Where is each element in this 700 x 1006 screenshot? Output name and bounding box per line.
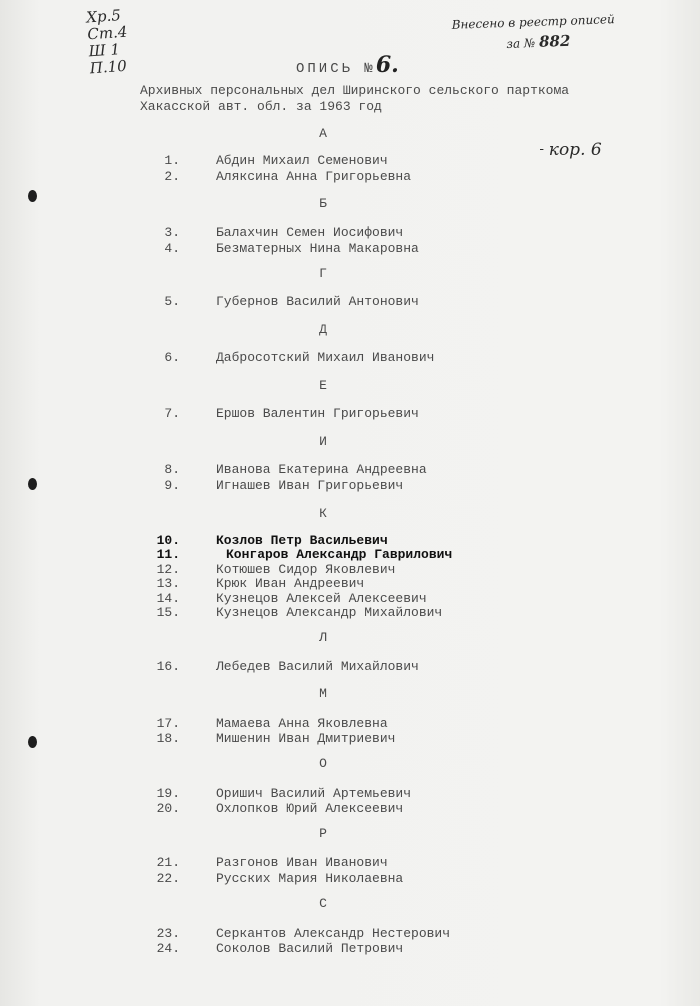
entry-number: 15. xyxy=(156,605,180,620)
entry-number: 19. xyxy=(156,786,180,801)
title-number: 6. xyxy=(375,52,399,78)
registry-line1: Внесено в реестр описей xyxy=(451,12,615,32)
entry-name: Абдин Михаил Семенович xyxy=(216,153,388,168)
entry-name: Кузнецов Александр Михайлович xyxy=(216,605,443,620)
entry-number: 22. xyxy=(156,871,180,886)
entry-number: 6. xyxy=(164,350,180,365)
entry-name: Дабросотский Михаил Иванович xyxy=(216,350,435,365)
entry-number: 1. xyxy=(164,153,180,168)
entry-number: 4. xyxy=(164,241,180,256)
entry-number: 16. xyxy=(156,659,180,674)
entry-number: 10. xyxy=(156,533,180,548)
entry-number: 12. xyxy=(156,562,180,577)
entry-name: Котюшев Сидор Яковлевич xyxy=(216,562,396,577)
entry-number: 13. xyxy=(156,576,180,591)
entry-number: 8. xyxy=(164,462,180,477)
entry-number: 21. xyxy=(156,855,180,870)
title-label: ОПИСЬ № xyxy=(296,61,376,77)
section-letter: Г xyxy=(319,266,327,281)
section-letter: Л xyxy=(319,630,327,645)
entry-name: Аляксина Анна Григорьевна xyxy=(216,169,412,184)
section-letter: К xyxy=(319,506,327,521)
entry-number: 5. xyxy=(164,294,180,309)
corner-note: Хр.5 xyxy=(85,6,122,27)
entry-number: 2. xyxy=(164,169,180,184)
registry-note xyxy=(451,9,615,56)
registry-line2: за № xyxy=(506,35,536,51)
section-letter: С xyxy=(319,896,327,911)
section-letter: Е xyxy=(319,378,327,393)
entry-name: Серкантов Александр Нестерович xyxy=(216,926,451,941)
section-letter: Б xyxy=(319,196,327,211)
entry-name: Оришич Василий Артемьевич xyxy=(216,786,412,801)
corner-note: Ст.4 xyxy=(86,22,128,44)
entry-name: Безматерных Нина Макаровна xyxy=(216,241,419,256)
entry-name: Русских Мария Николаевна xyxy=(216,871,404,886)
entry-number: 14. xyxy=(156,591,180,606)
entry-name: Козлов Петр Васильевич xyxy=(216,533,388,548)
entry-name: Ершов Валентин Григорьевич xyxy=(216,406,419,421)
entry-name: Кузнецов Алексей Алексеевич xyxy=(216,591,427,606)
document-subtitle xyxy=(140,83,569,115)
entry-number: 23. xyxy=(156,926,180,941)
entry-name: Балахчин Семен Иосифович xyxy=(216,225,404,240)
entry-number: 11. xyxy=(156,547,180,562)
entry-number: 24. xyxy=(156,941,180,956)
section-letter: О xyxy=(319,756,327,771)
entry-number: 18. xyxy=(156,731,180,746)
entry-name: Охлопков Юрий Алексеевич xyxy=(216,801,404,816)
entry-number: 17. xyxy=(156,716,180,731)
corner-note: П.10 xyxy=(89,56,128,78)
entry-number: 7. xyxy=(164,406,180,421)
section-letter: И xyxy=(319,434,327,449)
registry-number: 882 xyxy=(538,31,571,51)
entry-number: 9. xyxy=(164,478,180,493)
punch-hole xyxy=(28,190,37,202)
box-note xyxy=(540,140,602,160)
subtitle-line: Хакасской авт. обл. за 1963 год xyxy=(140,99,382,114)
page-title xyxy=(296,52,399,78)
punch-hole xyxy=(28,736,37,748)
entry-number: 20. xyxy=(156,801,180,816)
entry-number: 3. xyxy=(164,225,180,240)
entry-name: Лебедев Василий Михайлович xyxy=(216,659,419,674)
entry-name: Игнашев Иван Григорьевич xyxy=(216,478,404,493)
entry-name: Иванова Екатерина Андреевна xyxy=(216,462,427,477)
section-letter: А xyxy=(319,126,327,141)
corner-archive-notes xyxy=(86,7,131,78)
section-letter: Д xyxy=(319,322,327,337)
entry-name: Соколов Василий Петрович xyxy=(216,941,404,956)
section-letter: Р xyxy=(319,826,327,841)
entry-name: Разгонов Иван Иванович xyxy=(216,855,388,870)
entry-name: Конгаров Александр Гаврилович xyxy=(226,547,453,562)
entry-name: Мишенин Иван Дмитриевич xyxy=(216,731,396,746)
punch-hole xyxy=(28,478,37,490)
corner-note: Ш 1 xyxy=(87,40,121,61)
entry-name: Губернов Василий Антонович xyxy=(216,294,419,309)
entry-name: Мамаева Анна Яковлевна xyxy=(216,716,388,731)
entry-name: Крюк Иван Андреевич xyxy=(216,576,365,591)
box-note-text: кор. 6 xyxy=(548,140,602,160)
section-letter: М xyxy=(319,686,327,701)
subtitle-line: Архивных персональных дел Ширинского сельского парткома xyxy=(140,83,570,98)
